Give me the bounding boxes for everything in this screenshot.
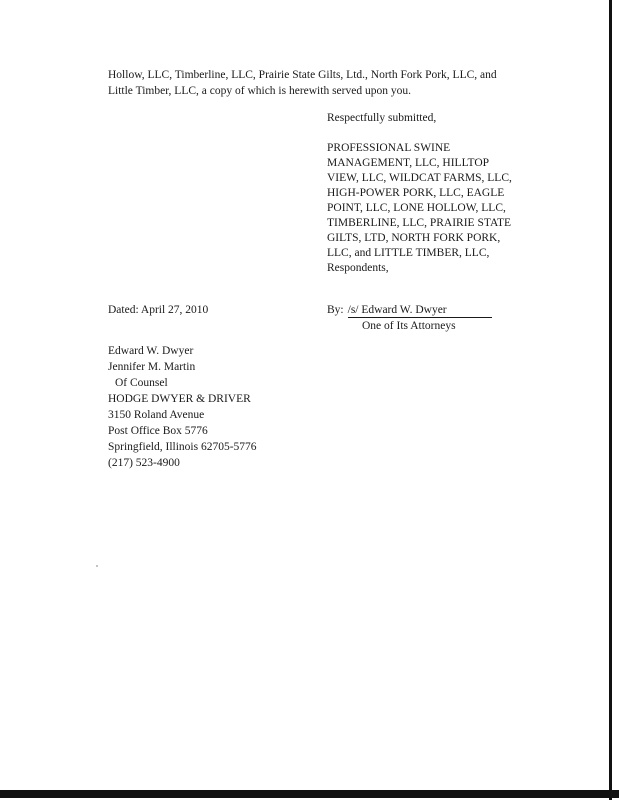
by-label: By: <box>327 304 344 316</box>
respectfully-submitted: Respectfully submitted, <box>327 112 437 124</box>
po-box: Post Office Box 5776 <box>108 425 208 437</box>
intro-line-1: Hollow, LLC, Timberline, LLC, Prairie State Gilts, Ltd., North Fork Pork, LLC, and <box>108 69 497 81</box>
street-address: 3150 Roland Avenue <box>108 409 205 421</box>
party-line-4: HIGH-POWER PORK, LLC, EAGLE <box>327 187 505 199</box>
signer-signature: /s/ Edward W. Dwyer <box>347 304 447 316</box>
phone-number: (217) 523-4900 <box>108 457 180 469</box>
signature-line <box>327 302 492 318</box>
intro-paragraph <box>108 67 497 99</box>
of-counsel-label: Of Counsel <box>115 377 168 389</box>
party-line-5: POINT, LLC, LONE HOLLOW, LLC, <box>327 202 506 214</box>
scan-right-edge <box>609 0 612 800</box>
counsel-address-block <box>108 343 257 471</box>
party-line-8: LLC, and LITTLE TIMBER, LLC, <box>327 247 490 259</box>
scan-bottom-edge <box>0 790 619 798</box>
counsel-name-1: Edward W. Dwyer <box>108 345 194 357</box>
respondents-label: Respondents, <box>327 262 389 274</box>
counsel-name-2: Jennifer M. Martin <box>108 361 196 373</box>
signature-underline <box>348 303 492 318</box>
scan-speck <box>96 565 98 567</box>
firm-name: HODGE DWYER & DRIVER <box>108 393 251 405</box>
party-line-6: TIMBERLINE, LLC, PRAIRIE STATE <box>327 217 512 229</box>
city-state-zip: Springfield, Illinois 62705-5776 <box>108 441 257 453</box>
intro-line-2: Little Timber, LLC, a copy of which is herewith served upon you. <box>108 85 411 97</box>
party-line-7: GILTS, LTD, NORTH FORK PORK, <box>327 232 501 244</box>
party-line-1: PROFESSIONAL SWINE <box>327 142 451 154</box>
signer-role: One of Its Attorneys <box>362 320 456 332</box>
party-line-2: MANAGEMENT, LLC, HILLTOP <box>327 157 490 169</box>
dated-line: Dated: April 27, 2010 <box>108 304 209 316</box>
party-names-block <box>327 141 512 261</box>
party-line-3: VIEW, LLC, WILDCAT FARMS, LLC, <box>327 172 512 184</box>
